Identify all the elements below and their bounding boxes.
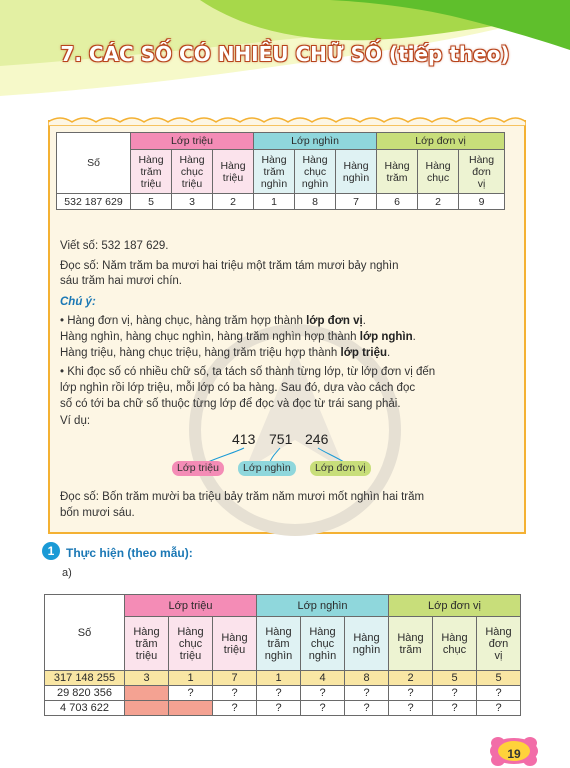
note-line: • Khi đọc số có nhiều chữ số, ta tách số thành từng lớp, từ lớp đơn vị đến [60,366,436,378]
table-cell-answer[interactable]: ? [433,686,477,701]
place-header: Hàng triệu [213,150,254,194]
note-line: số có tới ba chữ số thuộc từng lớp để đọc và đọc từ trái sang phải. [60,398,401,410]
class-header-million: Lớp triệu [125,595,257,617]
table-cell-digit: 2 [213,194,254,210]
place-header: Hàng trăm nghìn [257,617,301,671]
table-cell-digit: 5 [477,671,521,686]
example-group-thousand: 751 [269,431,293,447]
table-cell-digit: 6 [377,194,418,210]
class-header-unit: Lớp đơn vị [389,595,521,617]
table-cell-answer[interactable]: ? [301,701,345,716]
so-header: Số [45,595,125,671]
table-cell-digit: 7 [213,671,257,686]
place-header: Hàng trăm [377,150,418,194]
class-header-unit: Lớp đơn vị [377,133,505,150]
table-cell-answer[interactable]: ? [257,701,301,716]
class-header-thousand: Lớp nghìn [257,595,389,617]
place-header: Hàng chục triệu [172,150,213,194]
read-line-1: Đọc số: Năm trăm ba mươi hai triệu một trăm tám mươi bảy nghìn [60,260,399,272]
table-cell-answer[interactable]: ? [433,701,477,716]
table-cell-number: 532 187 629 [57,194,131,210]
place-header: Hàng đơn vị [477,617,521,671]
table-cell-digit: 9 [459,194,505,210]
exercise-part-a: a) [62,567,72,579]
table-cell-digit: 2 [418,194,459,210]
page-number: 19 [507,747,521,761]
place-header: Hàng chục nghìn [301,617,345,671]
example-group-unit: 246 [305,431,329,447]
read-line-2: sáu trăm hai mươi chín. [60,275,182,287]
table-cell-digit: 8 [295,194,336,210]
place-header: Hàng nghìn [336,150,377,194]
table-cell-answer[interactable]: ? [389,701,433,716]
place-header: Hàng chục [433,617,477,671]
table-cell-digit: 5 [433,671,477,686]
write-line: Viết số: 532 187 629. [60,240,169,252]
table-cell-answer[interactable]: ? [213,701,257,716]
place-header: Hàng đơn vị [459,150,505,194]
note-line: • Hàng đơn vị, hàng chục, hàng trăm hợp thành lớp đơn vị. [60,315,366,327]
table-cell-number: 317 148 255 [45,671,125,686]
class-header-thousand: Lớp nghìn [254,133,377,150]
note-title: Chú ý: [60,296,96,308]
table-cell-digit: 7 [336,194,377,210]
note-line: lớp nghìn rồi lớp triệu, mỗi lớp có ba hàng. Sau đó, dựa vào cách đọc [60,382,416,394]
table-cell-answer[interactable]: ? [213,686,257,701]
example-label: Ví dụ: [60,415,91,427]
note-line: Hàng nghìn, hàng chục nghìn, hàng trăm nghìn hợp thành lớp nghìn. [60,331,416,343]
table-cell-digit: 1 [257,671,301,686]
place-header: Hàng trăm [389,617,433,671]
table-cell-answer[interactable]: ? [389,686,433,701]
place-value-table-exercise [44,594,521,716]
example-read-line-1: Đọc số: Bốn trăm mười ba triệu bảy trăm năm mươi mốt nghìn hai trăm [60,491,425,503]
table-cell-digit: 1 [254,194,295,210]
place-header: Hàng trăm triệu [125,617,169,671]
table-cell-number: 29 820 356 [45,686,125,701]
place-header: Hàng trăm triệu [131,150,172,194]
class-header-million: Lớp triệu [131,133,254,150]
table-cell-digit: 2 [389,671,433,686]
table-cell-digit: 8 [345,671,389,686]
table-cell-answer[interactable]: ? [257,686,301,701]
lesson-title: 7. CÁC SỐ CÓ NHIỀU CHỮ SỐ (tiếp theo) [60,42,510,66]
table-cell-digit: 1 [169,671,213,686]
exercise-title: Thực hiện (theo mẫu): [66,546,193,560]
table-cell-blocked [169,701,213,716]
table-cell-answer[interactable]: ? [169,686,213,701]
table-cell-digit: 5 [131,194,172,210]
exercise-number-badge: 1 [42,542,60,560]
tag-thousand-class: Lớp nghìn [238,461,296,476]
tag-unit-class: Lớp đơn vị [310,461,371,476]
table-cell-blocked [125,701,169,716]
place-header: Hàng chục [418,150,459,194]
place-header: Hàng nghìn [345,617,389,671]
table-cell-digit: 4 [301,671,345,686]
table-cell-digit: 3 [172,194,213,210]
table-cell-number: 4 703 622 [45,701,125,716]
so-header: Số [57,133,131,194]
note-line: Hàng triệu, hàng chục triệu, hàng trăm triệu hợp thành lớp triệu. [60,347,391,359]
table-cell-answer[interactable]: ? [477,701,521,716]
table-cell-answer[interactable]: ? [345,701,389,716]
place-header: Hàng chục triệu [169,617,213,671]
table-cell-answer[interactable]: ? [301,686,345,701]
table-cell-answer[interactable]: ? [345,686,389,701]
example-group-million: 413 [232,431,256,447]
tag-million-class: Lớp triệu [172,461,224,476]
place-header: Hàng triệu [213,617,257,671]
place-header: Hàng trăm nghìn [254,150,295,194]
table-cell-answer[interactable]: ? [477,686,521,701]
example-read-line-2: bốn mươi sáu. [60,507,135,519]
table-cell-blocked [125,686,169,701]
place-header: Hàng chục nghìn [295,150,336,194]
table-cell-digit: 3 [125,671,169,686]
